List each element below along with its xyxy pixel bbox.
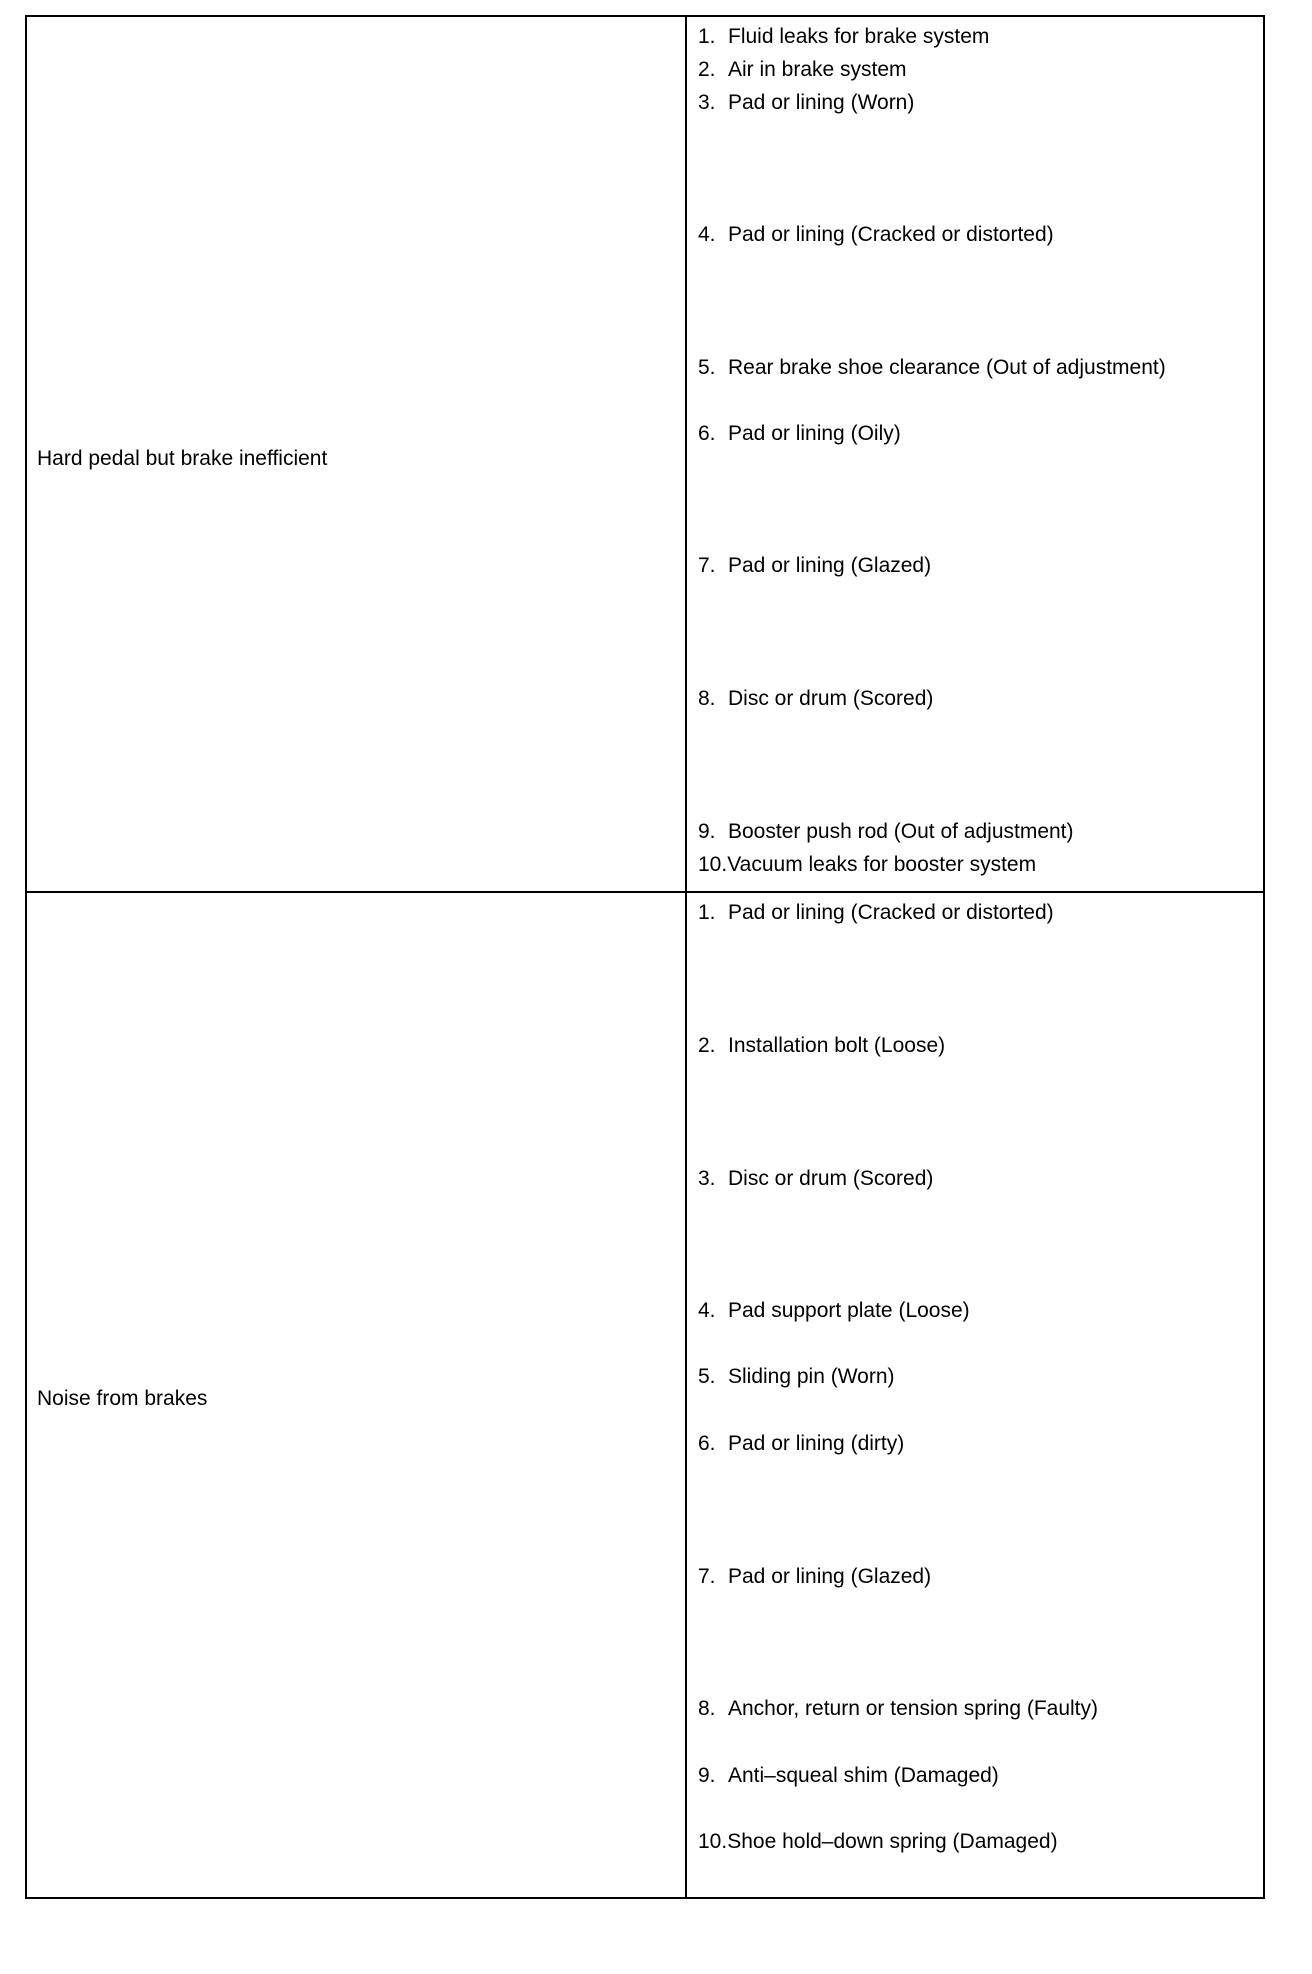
item-number: 5. xyxy=(698,356,716,379)
item-text: Pad support plate (Loose) xyxy=(728,1299,970,1322)
list-item xyxy=(698,554,931,578)
list-item xyxy=(698,25,989,49)
item-text: Booster push rod (Out of adjustment) xyxy=(728,820,1074,843)
list-item xyxy=(698,1432,904,1456)
item-number: 2. xyxy=(698,1034,716,1057)
item-number: 3. xyxy=(698,91,716,114)
item-number: 1. xyxy=(698,901,716,924)
list-item xyxy=(698,1299,970,1323)
item-number: 1. xyxy=(698,25,716,48)
item-number: 5. xyxy=(698,1365,716,1388)
list-item xyxy=(698,1365,895,1389)
item-text: Disc or drum (Scored) xyxy=(728,1167,934,1190)
list-item xyxy=(698,1034,945,1058)
symptom-text: Noise from brakes xyxy=(37,1387,208,1410)
item-text: Anti–squeal shim (Damaged) xyxy=(728,1764,999,1787)
symptom-text: Hard pedal but brake inefficient xyxy=(37,447,328,470)
item-text: Pad or lining (Glazed) xyxy=(728,554,932,577)
list-item xyxy=(698,1167,933,1191)
item-text: Sliding pin (Worn) xyxy=(728,1365,895,1388)
list-item xyxy=(698,356,1166,380)
symptom-cell xyxy=(27,893,687,1897)
symptom-cell xyxy=(27,17,687,891)
item-number: 7. xyxy=(698,1565,716,1588)
item-number: 6. xyxy=(698,1432,716,1455)
item-text: Disc or drum (Scored) xyxy=(728,687,934,710)
item-number: 8. xyxy=(698,687,716,710)
list-item xyxy=(698,1764,999,1788)
item-number: 4. xyxy=(698,1299,716,1322)
item-number: 2. xyxy=(698,58,716,81)
item-number: 6. xyxy=(698,422,716,445)
list-item xyxy=(698,687,933,711)
item-number: 10. xyxy=(698,1830,728,1853)
list-item xyxy=(698,820,1074,844)
item-number: 4. xyxy=(698,223,716,246)
item-text: Rear brake shoe clearance (Out of adjustment) xyxy=(728,356,1166,379)
item-text: Pad or lining (dirty) xyxy=(728,1432,905,1455)
list-item xyxy=(698,901,1054,925)
list-item xyxy=(698,1830,1058,1854)
item-number: 9. xyxy=(698,1764,716,1787)
item-text: Vacuum leaks for booster system xyxy=(727,853,1037,876)
list-item xyxy=(698,1697,1098,1721)
item-text: Air in brake system xyxy=(728,58,907,81)
item-text: Fluid leaks for brake system xyxy=(728,25,990,48)
list-item xyxy=(698,91,914,115)
list-item xyxy=(698,58,907,82)
list-item xyxy=(698,1565,931,1589)
list-item xyxy=(698,223,1054,247)
table-row xyxy=(27,17,1263,891)
troubleshooting-table xyxy=(25,15,1265,1899)
item-number: 7. xyxy=(698,554,716,577)
item-number: 8. xyxy=(698,1697,716,1720)
table-row xyxy=(27,891,1263,1897)
item-number: 3. xyxy=(698,1167,716,1190)
item-text: Pad or lining (Glazed) xyxy=(728,1565,932,1588)
item-text: Pad or lining (Worn) xyxy=(728,91,915,114)
list-item xyxy=(698,853,1036,877)
item-text: Anchor, return or tension spring (Faulty) xyxy=(728,1697,1099,1720)
item-text: Pad or lining (Cracked or distorted) xyxy=(728,901,1054,924)
causes-cell xyxy=(687,17,1263,891)
item-number: 9. xyxy=(698,820,716,843)
item-text: Pad or lining (Cracked or distorted) xyxy=(728,223,1054,246)
item-text: Installation bolt (Loose) xyxy=(728,1034,946,1057)
causes-cell xyxy=(687,893,1263,1897)
item-text: Shoe hold–down spring (Damaged) xyxy=(727,1830,1058,1853)
item-number: 10. xyxy=(698,853,728,876)
list-item xyxy=(698,422,901,446)
item-text: Pad or lining (Oily) xyxy=(728,422,901,445)
